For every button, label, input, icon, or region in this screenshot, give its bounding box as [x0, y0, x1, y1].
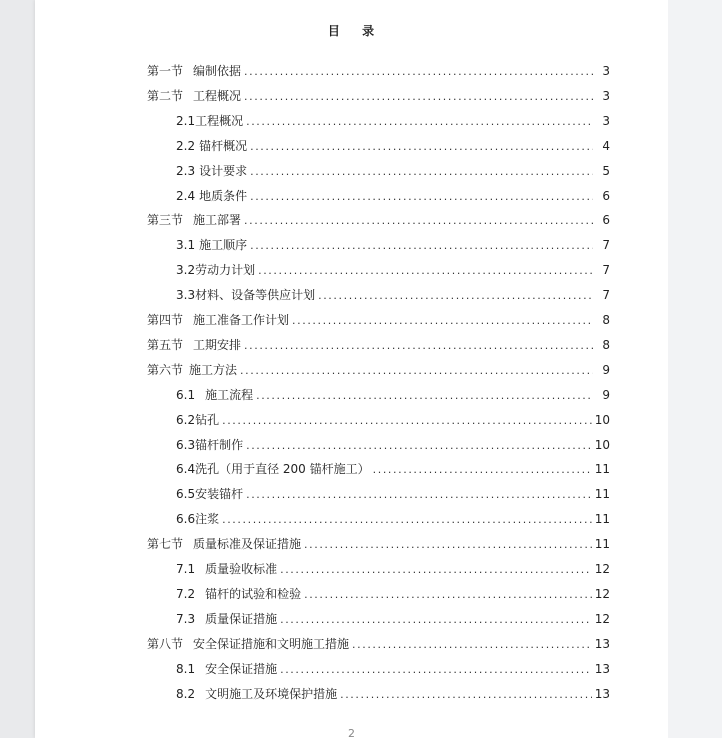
toc-entry-number: 2.3 — [176, 163, 196, 178]
toc-entry[interactable] — [176, 235, 610, 255]
toc-entry-label: 安装锚杆 — [195, 487, 244, 502]
toc-entry-page: 7 — [602, 238, 610, 253]
toc-entry-label: 材料、设备等供应计划 — [195, 288, 316, 303]
toc-entry-label: 劳动力计划 — [195, 263, 256, 278]
toc-entry[interactable] — [147, 61, 610, 81]
toc-entry[interactable] — [176, 260, 610, 280]
toc-entry-page: 8 — [602, 337, 610, 352]
toc-entry-text — [147, 210, 241, 230]
toc-leader-dots — [250, 187, 593, 207]
toc-entry[interactable] — [176, 186, 610, 206]
toc-entry-text — [176, 136, 247, 156]
toc-leader-dots — [222, 510, 592, 530]
toc-leader-dots — [340, 685, 592, 705]
toc-leader-dots — [352, 635, 592, 655]
toc-entry-text — [176, 111, 243, 131]
toc-entry-page: 9 — [602, 362, 610, 377]
toc-leader-dots — [304, 585, 592, 605]
toc-entry-number: 第三节 — [147, 213, 184, 228]
toc-entry-page: 8 — [602, 313, 610, 327]
toc-entry-label: 设计要求 — [199, 163, 248, 178]
toc-entry-text — [176, 186, 247, 206]
toc-entry[interactable] — [147, 310, 610, 330]
toc-entry-page: 13 — [594, 636, 610, 651]
toc-title-char-1: 目 — [327, 24, 341, 38]
page-number: 2 — [348, 727, 355, 738]
toc-entry[interactable] — [147, 634, 610, 654]
toc-entry-label: 施工部署 — [193, 213, 242, 228]
toc-entry-label: 安全保证措施 — [205, 661, 278, 676]
toc-entry-label: 洗孔（用于直径 200 锚杆施工） — [195, 462, 370, 477]
toc-entry-page: 11 — [594, 512, 610, 527]
toc-entry-page: 11 — [594, 487, 610, 502]
toc-entry-text — [147, 310, 289, 330]
toc-entry[interactable] — [176, 659, 610, 679]
toc-entry-text — [147, 335, 241, 355]
toc-entry[interactable] — [176, 684, 610, 704]
toc-entry-label: 质量验收标准 — [205, 562, 278, 576]
toc-entry-number: 6.1 — [176, 387, 196, 402]
toc-entry-label: 文明施工及环境保护措施 — [205, 686, 338, 701]
toc-entry-label: 工程概况 — [193, 88, 242, 103]
toc-entry-page: 3 — [602, 113, 610, 128]
toc-entry-page: 7 — [602, 288, 610, 303]
toc-leader-dots — [280, 560, 592, 580]
toc-leader-dots — [304, 535, 592, 555]
toc-entry-page: 12 — [594, 562, 610, 576]
toc-title — [35, 22, 668, 39]
toc-entry-number: 6.4 — [176, 462, 196, 477]
toc-entry-number: 2.4 — [176, 188, 196, 203]
toc-entry-page: 10 — [594, 412, 610, 427]
toc-entry-number: 6.6 — [176, 512, 196, 527]
toc-entry-page: 12 — [594, 611, 610, 626]
toc-entry-number: 6.3 — [176, 437, 196, 452]
toc-entry-label: 钻孔 — [195, 412, 220, 427]
toc-entry[interactable] — [147, 360, 610, 380]
toc-entry[interactable] — [176, 111, 610, 131]
toc-entry-text — [176, 260, 255, 280]
toc-title-char-2: 录 — [362, 24, 376, 38]
toc-entry-label: 锚杆的试验和检验 — [205, 586, 302, 601]
toc-leader-dots — [280, 610, 592, 630]
toc-entry-number: 第六节 — [147, 362, 184, 377]
toc-entry-text — [176, 410, 219, 430]
toc-leader-dots — [250, 162, 593, 182]
toc-entry-text — [176, 659, 277, 679]
toc-entry-number: 第八节 — [147, 636, 184, 651]
toc-entry-text — [176, 285, 315, 305]
toc-entry-label: 工期安排 — [193, 337, 242, 352]
toc-leader-dots — [246, 112, 593, 132]
toc-entry-text — [147, 61, 241, 81]
toc-entry-text — [176, 584, 301, 604]
toc-entry-label: 编制依据 — [193, 64, 242, 78]
toc-entry[interactable] — [176, 410, 610, 430]
toc-entry-label: 施工方法 — [189, 362, 238, 377]
toc-entry-label: 注浆 — [195, 512, 220, 527]
toc-entry[interactable] — [176, 584, 610, 604]
toc-entry-page: 3 — [602, 88, 610, 103]
toc-entry-label: 地质条件 — [199, 188, 248, 203]
toc-entry[interactable] — [176, 609, 610, 629]
toc-entry[interactable] — [176, 136, 610, 156]
toc-entry-number: 7.1 — [176, 562, 196, 576]
toc-entry-number: 第二节 — [147, 88, 184, 103]
toc-entry-page: 13 — [594, 686, 610, 701]
toc-entry[interactable] — [147, 210, 610, 230]
toc-leader-dots — [222, 411, 592, 431]
toc-entry-number: 7.2 — [176, 586, 196, 601]
toc-entry-number: 2.1 — [176, 113, 196, 128]
toc-entry-text — [147, 86, 241, 106]
toc-entry-number: 6.2 — [176, 412, 196, 427]
toc-leader-dots — [244, 62, 593, 82]
toc-entry-text — [176, 509, 219, 529]
toc-entry-page: 11 — [594, 537, 610, 552]
toc-entry[interactable] — [147, 534, 610, 554]
toc-leader-dots — [244, 336, 593, 356]
toc-leader-dots — [292, 311, 593, 331]
toc-entry-page: 10 — [594, 437, 610, 452]
toc-leader-dots — [280, 660, 592, 680]
document-page — [35, 0, 668, 738]
toc-leader-dots — [256, 386, 593, 406]
toc-entry-number: 2.2 — [176, 138, 196, 153]
toc-entry-page: 4 — [602, 138, 610, 153]
toc-leader-dots — [244, 211, 593, 231]
toc-entry-page: 6 — [602, 213, 610, 228]
toc-leader-dots — [240, 361, 593, 381]
toc-entry-label: 质量标准及保证措施 — [193, 537, 302, 552]
toc-entry[interactable] — [147, 335, 610, 355]
toc-entry-text — [176, 459, 370, 479]
toc-entry[interactable] — [147, 86, 610, 106]
toc-leader-dots — [246, 436, 592, 456]
toc-entry-text — [147, 634, 349, 654]
toc-entry-number: 7.3 — [176, 611, 196, 626]
toc-entry-number: 第一节 — [147, 64, 184, 78]
toc-entry-label: 质量保证措施 — [205, 611, 278, 626]
toc-entry-number: 8.1 — [176, 661, 196, 676]
toc-entry[interactable] — [176, 285, 610, 305]
toc-entry[interactable] — [176, 509, 610, 529]
toc-entry-text — [147, 360, 237, 380]
toc-entry-page: 12 — [594, 586, 610, 601]
scroll-gutter — [668, 0, 722, 738]
toc-leader-dots — [250, 137, 593, 157]
toc-entry-number: 8.2 — [176, 686, 196, 701]
toc-entry-page: 5 — [602, 163, 610, 178]
toc-entry-text — [176, 161, 247, 181]
toc-entry-page: 13 — [594, 661, 610, 676]
toc-entry-label: 施工流程 — [205, 387, 254, 402]
toc-leader-dots — [258, 261, 593, 281]
toc-entry-page: 6 — [602, 188, 610, 203]
toc-entry-text — [176, 235, 247, 255]
toc-entry[interactable] — [176, 559, 610, 579]
toc-entry[interactable] — [176, 459, 610, 479]
toc-entry-number: 3.3 — [176, 288, 196, 303]
toc-entry-label: 工程概况 — [195, 113, 244, 128]
toc-entry-label: 施工顺序 — [199, 238, 248, 253]
toc-leader-dots — [373, 460, 592, 480]
toc-entry-page: 7 — [602, 263, 610, 278]
toc-entry-number: 第四节 — [147, 313, 184, 327]
toc-entry-text — [176, 435, 243, 455]
toc-entry-label: 施工准备工作计划 — [193, 313, 290, 327]
toc-entry-text — [176, 559, 277, 579]
toc-entry-number: 3.2 — [176, 263, 196, 278]
toc-leader-dots — [246, 485, 592, 505]
toc-entry-page: 11 — [594, 462, 610, 477]
toc-entry-number: 6.5 — [176, 487, 196, 502]
toc-entry-label: 锚杆制作 — [195, 437, 244, 452]
toc-leader-dots — [244, 87, 593, 107]
toc-entry-text — [176, 684, 337, 704]
toc-entry-text — [176, 484, 243, 504]
toc-entry-text — [176, 385, 253, 405]
toc-entry-number: 3.1 — [176, 238, 196, 253]
toc-entry-page: 3 — [602, 64, 610, 78]
toc-entry[interactable] — [176, 484, 610, 504]
toc-entry[interactable] — [176, 435, 610, 455]
toc-entry-label: 锚杆概况 — [199, 138, 248, 153]
toc-entry-page: 9 — [602, 387, 610, 402]
toc-entry-text — [176, 609, 277, 629]
toc-entry-number: 第七节 — [147, 537, 184, 552]
toc-entry-number: 第五节 — [147, 337, 184, 352]
toc-entry[interactable] — [176, 385, 610, 405]
toc-leader-dots — [318, 286, 593, 306]
toc-leader-dots — [250, 236, 593, 256]
toc-entry[interactable] — [176, 161, 610, 181]
toc-entry-label: 安全保证措施和文明施工措施 — [193, 636, 350, 651]
toc-entry-text — [147, 534, 301, 554]
